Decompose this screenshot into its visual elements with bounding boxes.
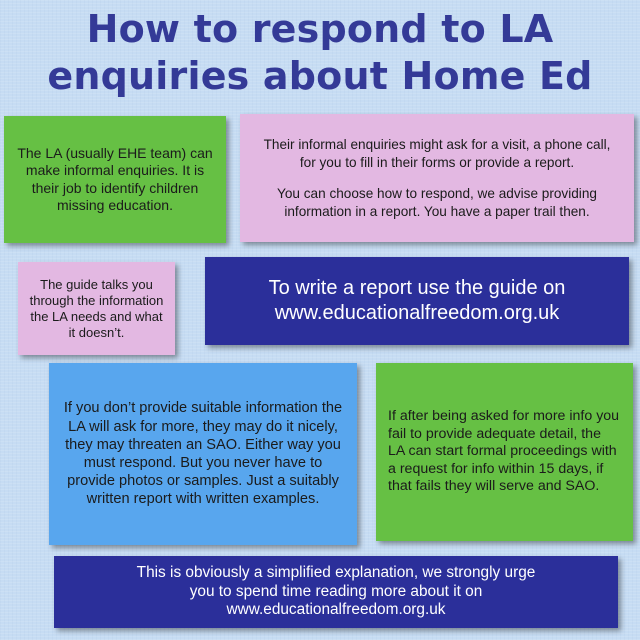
formal-proceedings-text: If after being asked for more info you fail to provide adequate detail, the LA can start formal proceedings with a request for info within 15 days, if that fails they will serve and SAO.: [388, 408, 620, 495]
page-title: [0, 6, 640, 100]
informal-enquiries-para-2: You can choose how to respond, we advise providing information in a report. You have a paper trail then.: [277, 186, 597, 219]
suitable-information-box: [49, 363, 357, 545]
simplified-url: www.educationalfreedom.org.uk: [226, 601, 446, 619]
write-report-line-1: To write a report use the guide on: [268, 277, 566, 299]
write-report-url: www.educationalfreedom.org.uk: [274, 302, 560, 324]
title-line-2: enquiries about Home Ed: [47, 54, 593, 98]
write-report-box: [205, 257, 629, 345]
formal-proceedings-box: [376, 363, 633, 541]
suitable-information-text: If you don’t provide suitable information the LA will ask for more, they may do it nicely, they may threaten an SAO. Either way you must respond. But you never have to provide photos or samples. Just a suitably written report with written examples.: [63, 400, 343, 508]
la-informal-enquiries-text: The LA (usually EHE team) can make informal enquiries. It is their job to identify children missing education.: [17, 144, 213, 213]
informal-enquiries-detail-box: [240, 114, 634, 242]
simplified-explanation-box: [54, 556, 618, 628]
guide-talks-text: The guide talks you through the information the LA needs and what it doesn’t.: [29, 276, 164, 340]
informal-enquiries-para-1: Their informal enquiries might ask for a visit, a phone call, for you to fill in their forms or provide a report.: [263, 137, 611, 170]
simplified-line-1: This is obviously a simplified explanation, we strongly urge: [136, 564, 536, 582]
la-informal-enquiries-box: [4, 116, 226, 243]
title-line-1: How to respond to LA: [86, 7, 554, 51]
guide-talks-box: [18, 262, 175, 355]
simplified-line-2: you to spend time reading more about it on: [189, 582, 483, 600]
